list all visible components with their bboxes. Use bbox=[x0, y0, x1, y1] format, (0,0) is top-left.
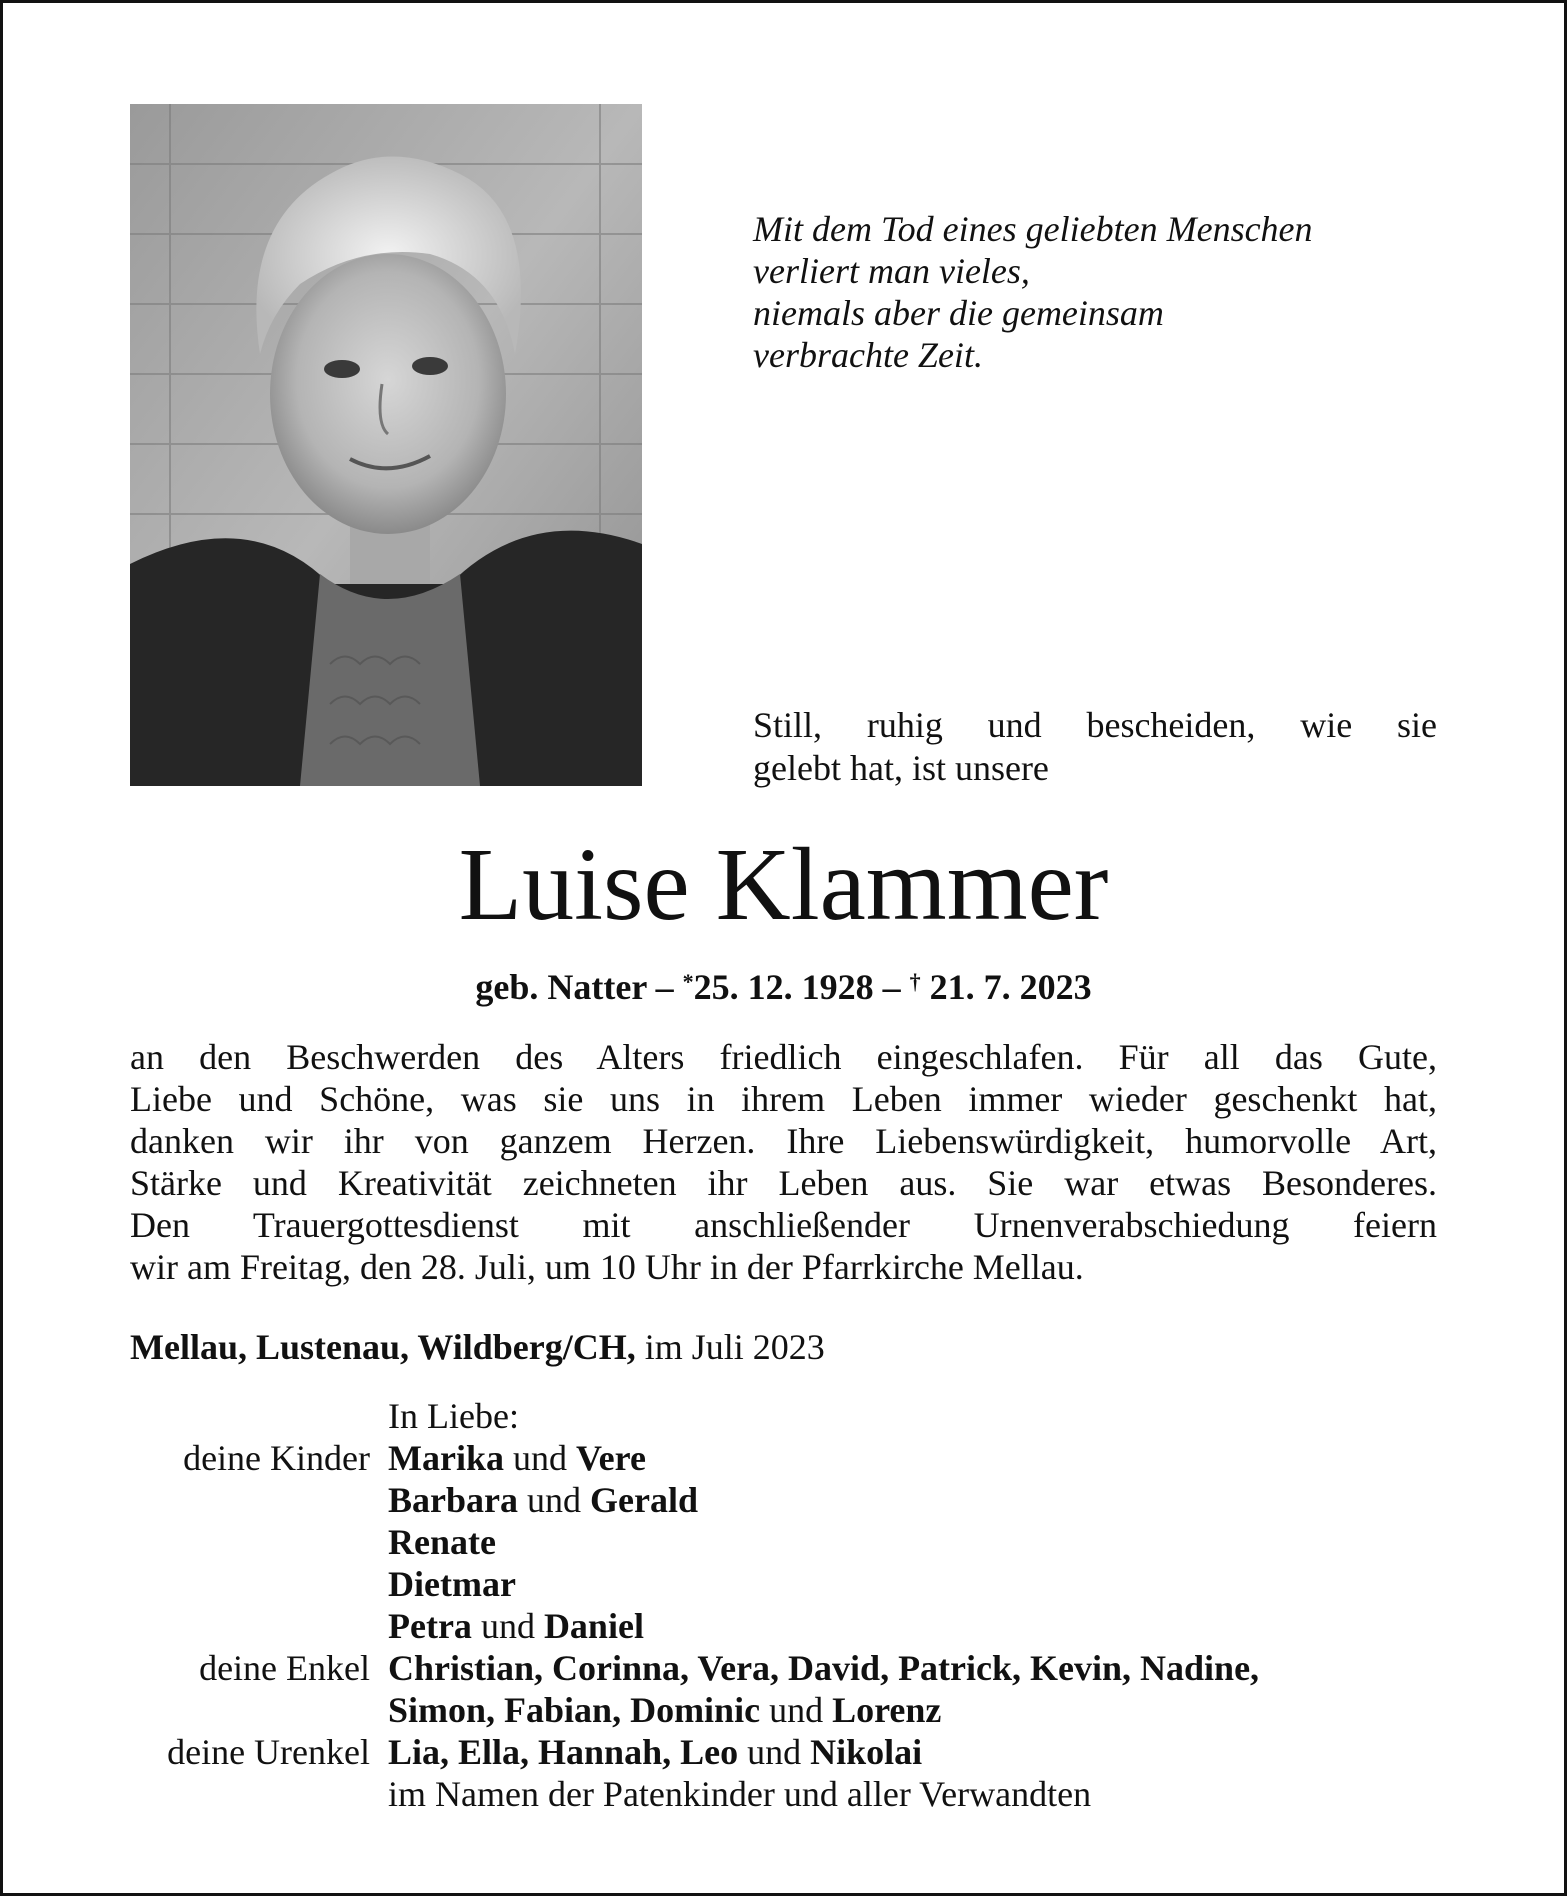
intro-line: gelebt hat, ist unsere bbox=[753, 748, 1049, 788]
life-dates bbox=[0, 960, 1567, 1009]
obituary-body bbox=[130, 1036, 1437, 1288]
intro-text bbox=[753, 704, 1437, 790]
conjunction: und bbox=[512, 1438, 567, 1478]
child-name: Petra bbox=[388, 1606, 472, 1646]
birth-name: geb. Natter bbox=[475, 967, 647, 1007]
quote-line: niemals aber die gemeinsam bbox=[753, 293, 1164, 333]
body-line: danken wir ihr von ganzem Herzen. Ihre Liebenswürdigkeit, humorvolle Art, bbox=[130, 1121, 1437, 1161]
birth-symbol: * bbox=[682, 969, 694, 994]
label-greatgrandchildren: deine Urenkel bbox=[167, 1732, 370, 1772]
body-line: an den Beschwerden des Alters friedlich eingeschlafen. Für all das Gute, bbox=[130, 1037, 1437, 1077]
grandchildren-names: Christian, Corinna, Vera, David, Patrick, Kevin, Nadine, bbox=[388, 1648, 1260, 1688]
child-name: Dietmar bbox=[388, 1564, 516, 1604]
body-line: Stärke und Kreativität zeichneten ihr Leben aus. Sie war etwas Besonderes. bbox=[130, 1163, 1437, 1203]
conjunction: und bbox=[527, 1480, 581, 1520]
birth-date: 25. 12. 1928 bbox=[693, 967, 874, 1007]
portrait-image bbox=[130, 104, 642, 786]
conjunction: und bbox=[769, 1690, 824, 1730]
body-line: wir am Freitag, den 28. Juli, um 10 Uhr in der Pfarrkirche Mellau. bbox=[130, 1247, 1084, 1287]
body-line: Den Trauergottesdienst mit anschließender Urnenverabschiedung feiern bbox=[130, 1205, 1437, 1245]
child-name: Barbara bbox=[388, 1480, 518, 1520]
body-line: Liebe und Schöne, was sie uns in ihrem Leben immer wieder geschenkt hat, bbox=[130, 1079, 1437, 1119]
child-name: Renate bbox=[388, 1522, 496, 1562]
conjunction: und bbox=[747, 1732, 802, 1772]
dash: – bbox=[882, 967, 901, 1007]
greeting: In Liebe: bbox=[388, 1396, 519, 1436]
grandchild-name: Lorenz bbox=[832, 1690, 942, 1730]
label-grandchildren: deine Enkel bbox=[199, 1648, 370, 1688]
quote-line: Mit dem Tod eines geliebten Menschen bbox=[753, 209, 1313, 249]
label-children: deine Kinder bbox=[183, 1438, 370, 1478]
partner-name: Daniel bbox=[543, 1606, 644, 1646]
intro-line: Still, ruhig und bescheiden, wie sie bbox=[753, 705, 1437, 745]
family-list bbox=[130, 1395, 1460, 1815]
child-name: Marika bbox=[388, 1438, 504, 1478]
place-and-date bbox=[130, 1325, 825, 1369]
death-date: 21. 7. 2023 bbox=[929, 967, 1092, 1007]
quote-line: verliert man vieles, bbox=[753, 251, 1030, 291]
dash: – bbox=[655, 967, 674, 1007]
grandchildren-names: Simon, Fabian, Dominic bbox=[388, 1690, 761, 1730]
closing-line: im Namen der Patenkinder und aller Verwandten bbox=[388, 1774, 1092, 1814]
towns: Mellau, Lustenau, Wildberg/CH, bbox=[130, 1327, 636, 1367]
month-year: im Juli 2023 bbox=[644, 1327, 825, 1367]
partner-name: Vere bbox=[575, 1438, 646, 1478]
partner-name: Gerald bbox=[590, 1480, 698, 1520]
memorial-quote bbox=[753, 208, 1473, 376]
greatgrandchildren-names: Lia, Ella, Hannah, Leo bbox=[388, 1732, 739, 1772]
quote-line: verbrachte Zeit. bbox=[753, 335, 983, 375]
conjunction: und bbox=[480, 1606, 535, 1646]
greatgrandchild-name: Nikolai bbox=[810, 1732, 923, 1772]
portrait-photo bbox=[130, 104, 642, 786]
deceased-name: Luise Klammer bbox=[458, 827, 1109, 942]
death-symbol: † bbox=[909, 969, 921, 994]
